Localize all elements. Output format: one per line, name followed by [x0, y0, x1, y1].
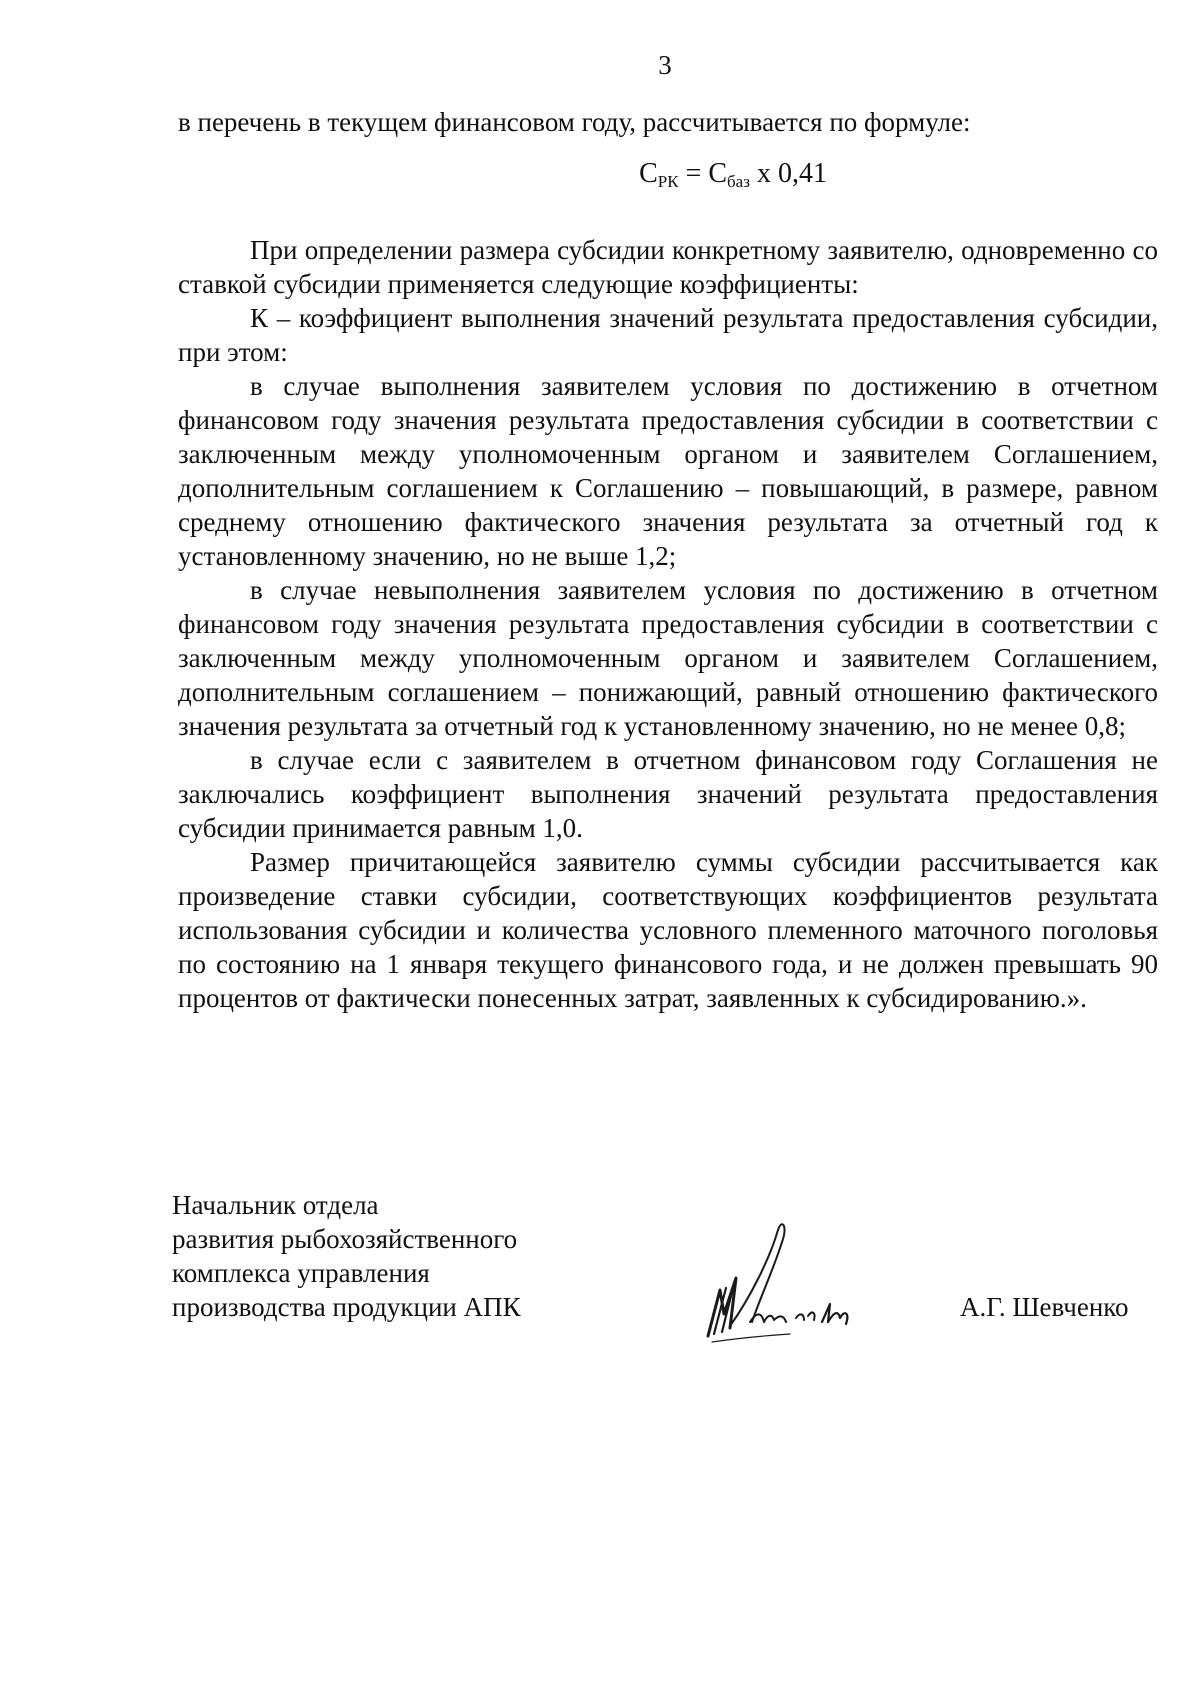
formula-equals: = С [678, 158, 728, 189]
signer-position [172, 1188, 521, 1324]
signer-name: А.Г. Шевченко [960, 1292, 1129, 1322]
paragraph-k-definition: К – коэффициент выполнения значений результата предоставления субсидии, при этом: [178, 303, 1158, 367]
handwritten-signature [700, 1218, 870, 1348]
signer-position-line: производства продукции АПК [172, 1292, 521, 1322]
formula-lhs-subscript: РК [657, 172, 679, 191]
signer-position-line: комплекса управления [172, 1258, 430, 1288]
formula-rhs-subscript: баз [727, 172, 750, 191]
paragraph-decreasing-case: в случае невыполнения заявителем условия по достижению в отчетном финансовом году значения результата предоставления субсидии в соответствии с заключенным между уполномоченным органом и заявителем Соглашением, дополнительным соглашением – понижающий, равный отношению фактического значения результата за отчетный год к установленному значению, но не менее 0,8; [178, 575, 1158, 741]
signer-position-line: Начальник отдела [172, 1190, 379, 1220]
formula-lhs: С [639, 158, 658, 189]
formula [178, 157, 1158, 199]
signature-strokes [708, 1224, 847, 1342]
paragraph-subsidy-amount: Размер причитающейся заявителю суммы субсидии рассчитывается как произведение ставки субсидии, соответствующих коэффициентов результата использования субсидии и количества условного племенного маточного поголовья по состоянию на 1 января текущего финансового года, и не должен превышать 90 процентов от фактически понесенных затрат, заявленных к субсидированию.». [178, 847, 1158, 1013]
paragraph-coefficients-intro: При определении размера субсидии конкретному заявителю, одновременно со ставкой субсидии применяется следующие коэффициенты: [178, 235, 1158, 299]
formula-multiplier: х 0,41 [749, 158, 827, 189]
intro-line: в перечень в текущем финансовом году, рассчитывается по формуле: [178, 107, 971, 137]
page-number: 3 [658, 50, 672, 80]
document-body [178, 105, 1158, 1015]
paragraph-increasing-case: в случае выполнения заявителем условия по достижению в отчетном финансовом году значения результата предоставления субсидии в соответствии с заключенным между уполномоченным органом и заявителем Соглашением, дополнительным соглашением к Соглашению – повышающий, в размере, равном среднему отношению фактического значения результата за отчетный год к установленному значению, но не выше 1,2; [178, 371, 1158, 571]
signer-position-line: развития рыбохозяйственного [172, 1224, 518, 1254]
paragraph-no-agreement-case: в случае если с заявителем в отчетном финансовом году Соглашения не заключались коэффициент выполнения значений результата предоставления субсидии принимается равным 1,0. [178, 745, 1158, 843]
